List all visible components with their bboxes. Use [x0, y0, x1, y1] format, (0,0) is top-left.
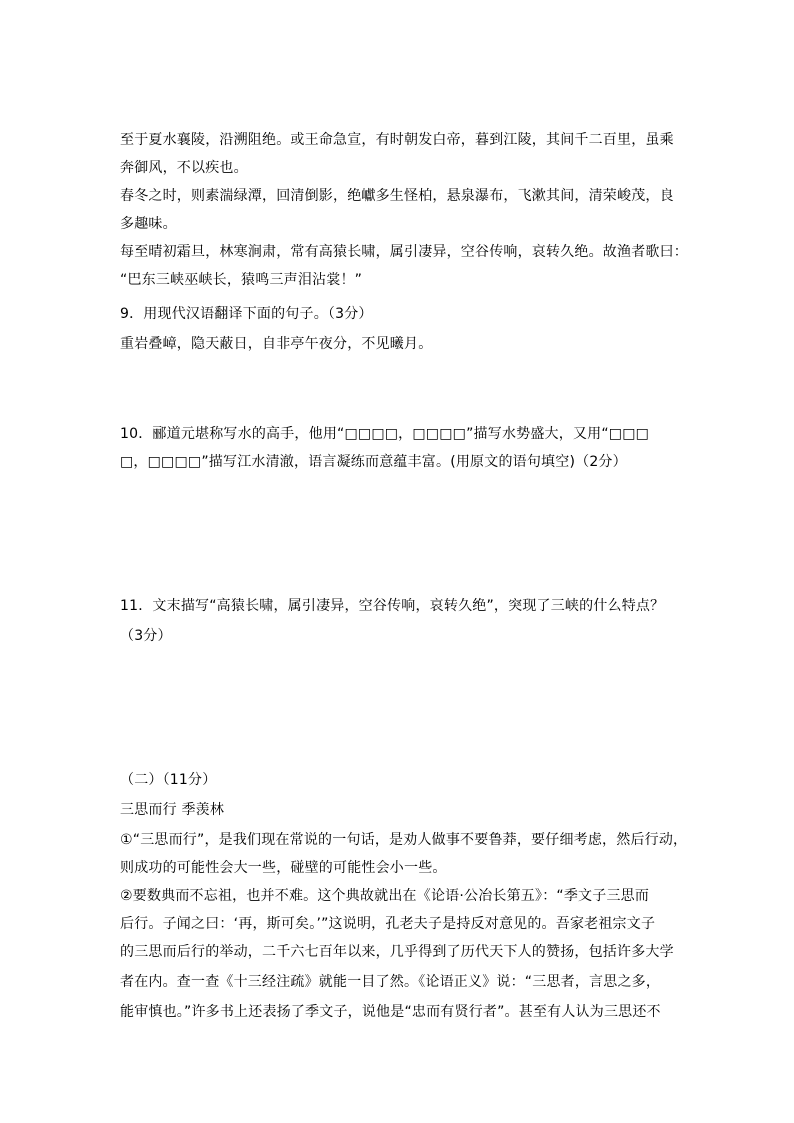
passage-line: 每至晴初霜旦，林寒涧肃，常有高猿长啸，属引凄异，空谷传响，哀转久绝。故渔者歌曰：	[120, 244, 688, 260]
passage-line: “巴东三峡巫峡长，猿鸣三声泪沾裳！”	[120, 272, 363, 288]
section-header: （二）（11分）	[120, 772, 217, 788]
article-title: 三思而行 季羡林	[120, 802, 225, 818]
passage-line: 奔御风，不以疾也。	[120, 160, 248, 176]
question-9-prompt: 9．用现代汉语翻译下面的句子。（3分）	[120, 306, 373, 322]
article-paragraph-line: 后行。子闻之曰：‘再，斯可矣。’”这说明，孔老夫子是持反对意见的。吾家老祖宗文子	[120, 916, 656, 932]
article-paragraph-line: 则成功的可能性会大一些，碰壁的可能性会小一些。	[120, 860, 447, 876]
passage-line: 至于夏水襄陵，沿溯阻绝。或王命急宣，有时朝发白帝，暮到江陵，其间千二百里，虽乘	[120, 132, 674, 148]
passage-line: 多趣味。	[120, 216, 177, 232]
article-paragraph-line: 的三思而后行的举动，二千六七百年以来，几乎得到了历代天下人的赞扬，包括许多大学	[120, 944, 674, 960]
question-9-sentence: 重岩叠嶂，隐天蔽日，自非亭午夜分，不见曦月。	[120, 336, 433, 352]
article-paragraph-line: 能审慎也。”许多书上还表扬了季文子，说他是“忠而有贤行者”。甚至有人认为三思还不	[120, 1004, 661, 1020]
article-paragraph-line: ②要数典而不忘祖，也并不难。这个典故就出在《论语·公冶长第五》：“季文子三思而	[120, 888, 650, 904]
article-paragraph-line: 者在内。查一查《十三经注疏》就能一目了然。《论语正义》说：“三思者，言思之多，	[120, 974, 661, 990]
article-paragraph-line: ①“三思而行”，是我们现在常说的一句话，是劝人做事不要鲁莽，要仔细考虑，然后行动，	[120, 832, 688, 848]
question-11-line: （3分）	[120, 628, 172, 644]
passage-line: 春冬之时，则素湍绿潭，回清倒影，绝巘多生怪柏，悬泉瀑布，飞漱其间，清荣峻茂，良	[120, 188, 674, 204]
question-11-line: 11．文末描写“高猿长啸，属引凄异，空谷传响，哀转久绝”，突现了三峡的什么特点？	[120, 598, 665, 614]
question-10-line: 10．郦道元堪称写水的高手，他用“□□□□，□□□□”描写水势盛大，又用“□□□	[120, 426, 650, 442]
question-10-line: □，□□□□”描写江水清澈，语言凝练而意蕴丰富。(用原文的语句填空)（2分）	[120, 454, 627, 470]
